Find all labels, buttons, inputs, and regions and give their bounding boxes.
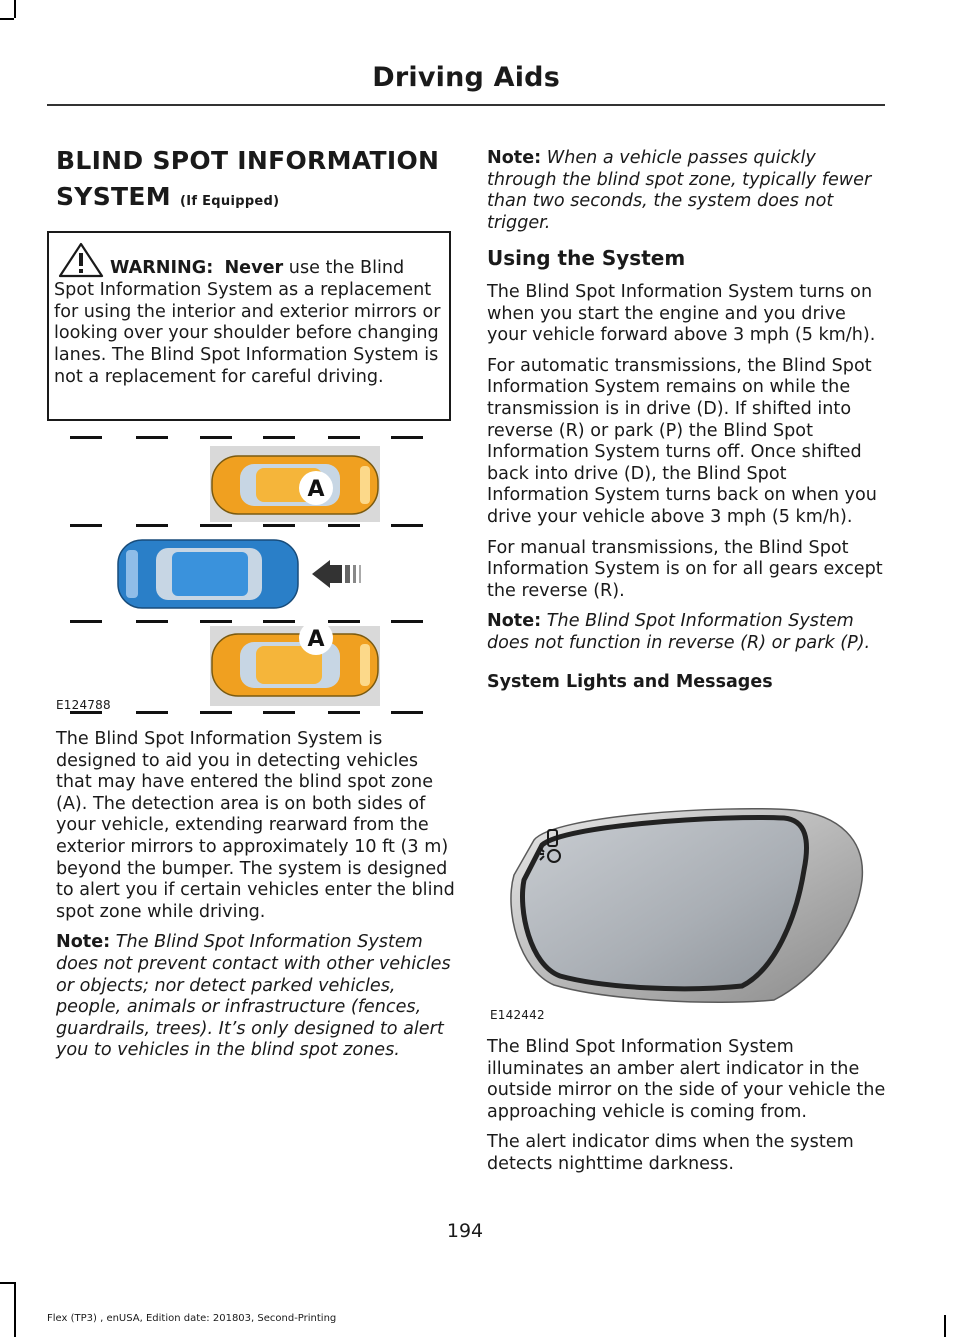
page-number: 194 (446, 1220, 484, 1242)
crop-mark (944, 1315, 946, 1337)
note-label: Note: (487, 611, 542, 632)
amber-vehicle-bottom (212, 634, 378, 696)
section-qualifier: (If Equipped) (179, 194, 280, 209)
body-paragraph: The alert indicator dims when the system detects nighttime darkness. (487, 1132, 854, 1174)
body-paragraph: For manual transmissions, the Blind Spot Information System is on for all gears except the reverse (R). (487, 537, 883, 601)
note-paragraph (56, 932, 456, 1062)
crop-mark (0, 18, 14, 20)
body-paragraph: For automatic transmissions, the Blind Spot Information System remains on while the transmission is in drive (D). If shifted into reverse (R) or park (P) the Blind Spot Information System turns off. Once shifted back into drive (D), the Blind Spot Information System turns back on when you drive your vehicle above 3 mph (5 km/h). (487, 355, 877, 527)
section-title (56, 143, 456, 220)
body-paragraph: The Blind Spot Information System turns on when you start the engine and you drive your vehicle forward above 3 mph (5 km/h). (487, 281, 876, 346)
note-text: The Blind Spot Information System does not function in reverse (R) or park (P). (487, 611, 871, 653)
warning-label: WARNING: (110, 258, 214, 278)
warning-text: use the Blind Spot Information System as a replacement for using the interior and exterior mirrors or looking over your shoulder before changing lanes. The Blind Spot Information System is not a replacement for careful driving. (54, 258, 441, 387)
right-body-top (487, 148, 887, 694)
note-paragraph (487, 611, 887, 654)
footer-edition: Flex (TP3) , enUSA, Edition date: 201803, Second-Printing (47, 1313, 337, 1324)
page-header-title: Driving Aids (372, 62, 560, 93)
approach-arrow-icon (312, 560, 361, 588)
crop-mark (0, 1282, 14, 1284)
blue-vehicle-center (118, 540, 298, 608)
note-paragraph (487, 148, 887, 234)
subheading-lights: System Lights and Messages (487, 672, 773, 693)
section-title-text: BLIND SPOT INFORMATION SYSTEM (56, 146, 440, 211)
note-text: The Blind Spot Information System does not prevent contact with other vehicles or objects; nor detect parked vehicles, people, animals or infrastructure (fences, guardrails, trees). It’s only designed to alert you to vehicles in the blind spot zones. (56, 932, 451, 1061)
side-mirror-illustration (494, 800, 866, 1008)
section-heading-block (56, 143, 456, 220)
note-label: Note: (487, 148, 542, 168)
warning-box (47, 231, 451, 421)
body-paragraph: The Blind Spot Information System illuminates an amber alert indicator in the outside mirror on the side of your vehicle the approaching vehicle is coming from. (487, 1037, 886, 1122)
callout-a-top-label: A (307, 477, 325, 502)
amber-vehicle-top (212, 456, 378, 514)
warning-emphasis: Never (224, 258, 284, 278)
crop-mark (14, 1282, 16, 1337)
crop-mark (14, 0, 16, 18)
figure-code: E124788 (56, 698, 111, 712)
subheading-using: Using the System (487, 246, 686, 271)
blind-spot-zone-diagram (60, 428, 432, 720)
note-text: When a vehicle passes quickly through the blind spot zone, typically fewer than two seconds, the system does not trigger. (487, 148, 872, 233)
note-label: Note: (56, 932, 111, 953)
figure-code: E142442 (490, 1008, 545, 1022)
left-body (56, 729, 456, 1071)
right-body-bottom (487, 1037, 887, 1185)
warning-triangle-icon (58, 241, 104, 279)
callout-a-bottom-label: A (307, 627, 325, 652)
header-rule (47, 104, 885, 106)
body-paragraph: The Blind Spot Information System is designed to aid you in detecting vehicles that may have entered the blind spot zone (A). The detection area is on both sides of your vehicle, extending rearward from the exterior mirrors to approximately 10 ft (3 m) beyond the bumper. The system is designed to alert you if certain vehicles enter the blind spot zone while driving. (56, 729, 455, 922)
